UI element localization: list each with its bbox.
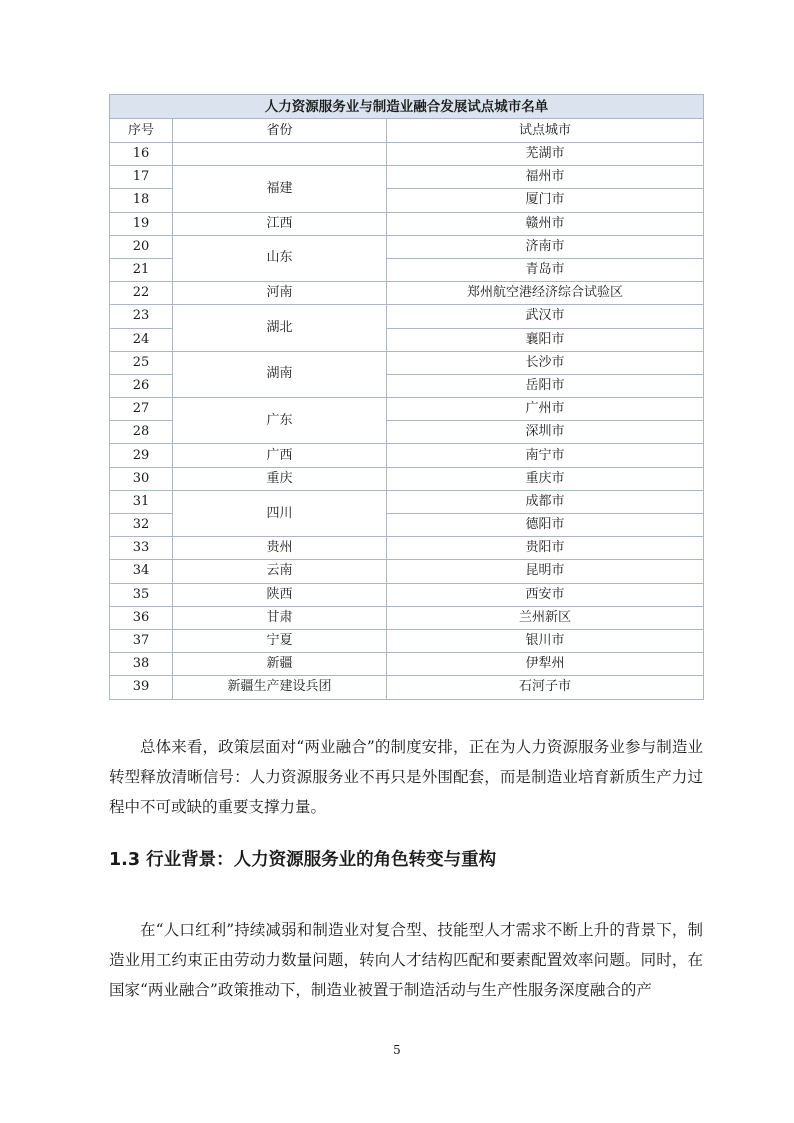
cell-no: 27 xyxy=(110,398,173,421)
cell-city: 西安市 xyxy=(387,583,704,606)
cell-province: 新疆生产建设兵团 xyxy=(173,676,387,699)
cell-city: 厦门市 xyxy=(387,189,704,212)
cell-city: 长沙市 xyxy=(387,351,704,374)
cell-no: 28 xyxy=(110,421,173,444)
table-title: 人力资源服务业与制造业融合发展试点城市名单 xyxy=(110,95,704,119)
table-row xyxy=(110,676,704,699)
table-row xyxy=(110,143,704,166)
cell-city: 重庆市 xyxy=(387,467,704,490)
cell-province: 江西 xyxy=(173,212,387,235)
cell-province: 山东 xyxy=(173,235,387,281)
table-row xyxy=(110,606,704,629)
pilot-cities-table xyxy=(109,94,704,700)
header-province: 省份 xyxy=(173,119,387,143)
cell-no: 26 xyxy=(110,374,173,397)
cell-no: 32 xyxy=(110,514,173,537)
cell-province: 新疆 xyxy=(173,653,387,676)
cell-no: 34 xyxy=(110,560,173,583)
table-row xyxy=(110,490,704,513)
cell-city: 兰州新区 xyxy=(387,606,704,629)
cell-city: 德阳市 xyxy=(387,514,704,537)
table-row xyxy=(110,467,704,490)
cell-no: 33 xyxy=(110,537,173,560)
cell-city: 石河子市 xyxy=(387,676,704,699)
table-row xyxy=(110,629,704,652)
cell-no: 38 xyxy=(110,653,173,676)
cell-province: 贵州 xyxy=(173,537,387,560)
cell-city: 福州市 xyxy=(387,166,704,189)
cell-no: 39 xyxy=(110,676,173,699)
cell-province: 湖北 xyxy=(173,305,387,351)
cell-city: 南宁市 xyxy=(387,444,704,467)
cell-province: 甘肃 xyxy=(173,606,387,629)
table-row xyxy=(110,351,704,374)
table-row xyxy=(110,235,704,258)
cell-no: 23 xyxy=(110,305,173,328)
cell-city: 济南市 xyxy=(387,235,704,258)
cell-no: 29 xyxy=(110,444,173,467)
table-row xyxy=(110,444,704,467)
cell-province xyxy=(173,143,387,166)
table-row xyxy=(110,583,704,606)
cell-city: 广州市 xyxy=(387,398,704,421)
cell-city: 伊犁州 xyxy=(387,653,704,676)
cell-city: 襄阳市 xyxy=(387,328,704,351)
cell-city: 银川市 xyxy=(387,629,704,652)
cell-city: 深圳市 xyxy=(387,421,704,444)
cell-city: 贵阳市 xyxy=(387,537,704,560)
cell-city: 武汉市 xyxy=(387,305,704,328)
cell-no: 18 xyxy=(110,189,173,212)
cell-no: 22 xyxy=(110,282,173,305)
cell-no: 31 xyxy=(110,490,173,513)
cell-no: 25 xyxy=(110,351,173,374)
table-row xyxy=(110,166,704,189)
cell-province: 陕西 xyxy=(173,583,387,606)
cell-province: 宁夏 xyxy=(173,629,387,652)
cell-city: 岳阳市 xyxy=(387,374,704,397)
cell-province: 广东 xyxy=(173,398,387,444)
cell-city: 昆明市 xyxy=(387,560,704,583)
cell-city: 青岛市 xyxy=(387,258,704,281)
table-row xyxy=(110,305,704,328)
summary-paragraph: 总体来看，政策层面对“两业融合”的制度安排，正在为人力资源服务业参与制造业转型释放清晰信号：人力资源服务业不再只是外围配套，而是制造业培育新质生产力过程中不可或缺的重要支撑力量。 xyxy=(109,738,703,816)
header-no: 序号 xyxy=(110,119,173,143)
cell-no: 20 xyxy=(110,235,173,258)
cell-no: 21 xyxy=(110,258,173,281)
cell-no: 37 xyxy=(110,629,173,652)
cell-no: 35 xyxy=(110,583,173,606)
cell-province: 河南 xyxy=(173,282,387,305)
cell-province: 云南 xyxy=(173,560,387,583)
cell-city: 赣州市 xyxy=(387,212,704,235)
cell-no: 17 xyxy=(110,166,173,189)
cell-no: 16 xyxy=(110,143,173,166)
cell-city: 芜湖市 xyxy=(387,143,704,166)
table-row xyxy=(110,537,704,560)
header-city: 试点城市 xyxy=(387,119,704,143)
table-row xyxy=(110,212,704,235)
cell-province: 四川 xyxy=(173,490,387,536)
page-number: 5 xyxy=(393,1043,401,1057)
table-row xyxy=(110,398,704,421)
cell-no: 24 xyxy=(110,328,173,351)
cell-province: 福建 xyxy=(173,166,387,212)
cell-province: 广西 xyxy=(173,444,387,467)
table-row xyxy=(110,282,704,305)
table-row xyxy=(110,653,704,676)
table-row xyxy=(110,560,704,583)
cell-city: 郑州航空港经济综合试验区 xyxy=(387,282,704,305)
cell-no: 30 xyxy=(110,467,173,490)
cell-no: 19 xyxy=(110,212,173,235)
background-paragraph: 在“人口红利”持续减弱和制造业对复合型、技能型人才需求不断上升的背景下，制造业用工约束正由劳动力数量问题，转向人才结构匹配和要素配置效率问题。同时，在国家“两业融合”政策推动下，制造业被置于制造活动与生产性服务深度融合的产 xyxy=(109,921,703,999)
cell-province: 重庆 xyxy=(173,467,387,490)
cell-city: 成都市 xyxy=(387,490,704,513)
cell-province: 湖南 xyxy=(173,351,387,397)
cell-no: 36 xyxy=(110,606,173,629)
section-heading: 1.3 行业背景：人力资源服务业的角色转变与重构 xyxy=(109,850,497,870)
